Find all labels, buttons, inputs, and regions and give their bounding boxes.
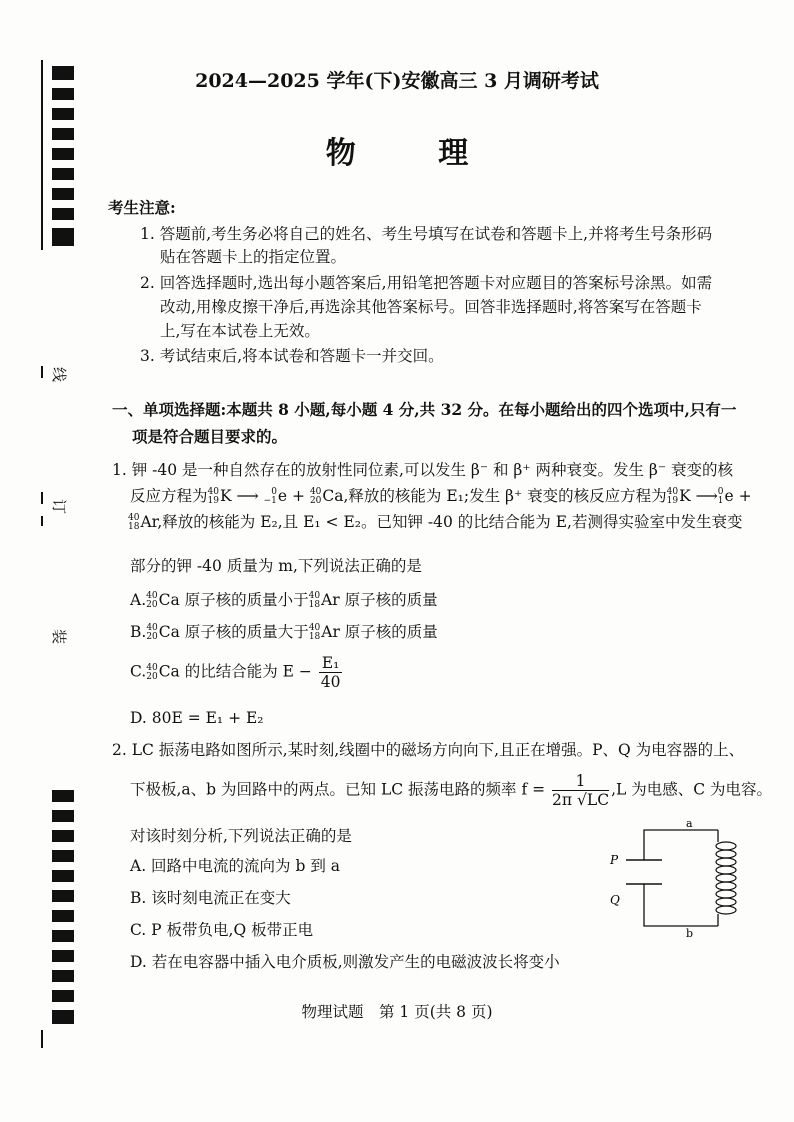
section1-heading: 一、单项选择题:本题共 8 小题,每小题 4 分,共 32 分。在每小题给出的四个选项中,只有一 [112,400,737,419]
q1-stem-line4: 部分的钾 -40 质量为 m,下列说法正确的是 [130,557,422,575]
notice-item3: 3. 考试结束后,将本试卷和答题卡一并交回。 [140,347,444,365]
binding-bind-label: 装 [50,628,69,645]
plate-p-label: P [610,853,619,867]
plate-q-label: Q [610,893,620,907]
q2-option-b: B. 该时刻电流正在变大 [130,889,291,907]
q1-option-c-fraction: $\frac{\text{E₁}}{40}$ [320,654,341,691]
notice-item1-line1: 1. 答题前,考生务必将自己的姓名、考生号填写在试卷和答题卡上,并将考生号条形码 [140,225,713,243]
notice-item2-line1: 2. 回答选择题时,选出每小题答案后,用铅笔把答题卡对应题目的答案标号涂黑。如需 [140,274,713,292]
q1-stem-line2: 反应方程为40 19K ⟶ 0 −1e + 40 20Ca,释放的核能为 E₁;发生 β⁺ 衰变的核反应方程为40 19K ⟶0 1e + [130,487,752,506]
q2-stem-line2: 下极板,a、b 为回路中的两点。已知 LC 振荡电路的频率 f = $\frac{1}{2\pi √LC}$ ,L 为电感、C 为电容。 [130,772,772,809]
section1-heading-cont: 项是符合题目要求的。 [132,427,288,446]
q1-stem-line3: 40 18Ar,释放的核能为 E₂,且 E₁ < E₂。已知钾 -40 的比结合能为 E,若测得实验室中发生衰变 [128,513,743,532]
notice-item2-line2: 改动,用橡皮擦干净后,再选涂其他答案标号。回答非选择题时,将答案写在答题卡 [160,298,702,316]
notice-heading: 考生注意: [108,198,176,217]
q2-option-d: D. 若在电容器中插入电介质板,则激发产生的电磁波波长将变小 [130,953,560,971]
notice-item2-line3: 上,写在本试卷上无效。 [160,322,320,340]
lc-circuit-diagram [600,818,770,938]
point-a-label: a [686,818,693,830]
nuclide-K: 40 19 [207,487,219,506]
binding-line-label: 线 [50,366,69,383]
nuclide-K-2: 40 19 [666,487,679,506]
q1-stem-line1: 1. 钾 -40 是一种自然存在的放射性同位素,可以发生 β⁻ 和 β⁺ 两种衰变。发生 β⁻ 衰变的核 [112,461,733,479]
q2-option-c: C. P 板带负电,Q 板带正电 [130,921,314,939]
exam-header: 2024—2025 学年(下)安徽高三 3 月调研考试 [195,70,599,92]
notice-item1-line2: 贴在答题卡上的指定位置。 [160,248,347,266]
q1-option-a: A.40 20Ca 原子核的质量小于40 18Ar 原子核的质量 [130,591,438,610]
point-b-label: b [686,927,694,938]
nuclide-e-plus: 0 1 [717,487,724,506]
binding-order-label: 订 [50,498,69,515]
inductor-coil [716,842,736,914]
nuclide-Ar: 40 18 [128,513,140,532]
q1-option-b: B.40 20Ca 原子核的质量大于40 18Ar 原子核的质量 [130,623,438,642]
nuclide-e-minus: 0 −1 [263,487,277,506]
q2-stem-line3: 对该时刻分析,下列说法正确的是 [130,827,352,845]
q1-option-d: D. 80E = E₁ + E₂ [130,709,264,727]
q2-option-a: A. 回路中电流的流向为 b 到 a [130,857,340,875]
q1-option-c: C.40 20Ca 的比结合能为 E − $\frac{\text{E₁}}{40}$ [130,654,341,691]
nuclide-Ca: 40 20 [309,487,322,506]
page-footer: 物理试题 第 1 页(共 8 页) [301,1003,493,1021]
subject-title: 物 理 [325,136,505,171]
frequency-fraction: $\frac{1}{2\pi √LC}$ [552,772,610,809]
q2-stem-line1: 2. LC 振荡电路如图所示,某时刻,线圈中的磁场方向向下,且正在增强。P、Q 为电容器的上、 [112,741,745,759]
